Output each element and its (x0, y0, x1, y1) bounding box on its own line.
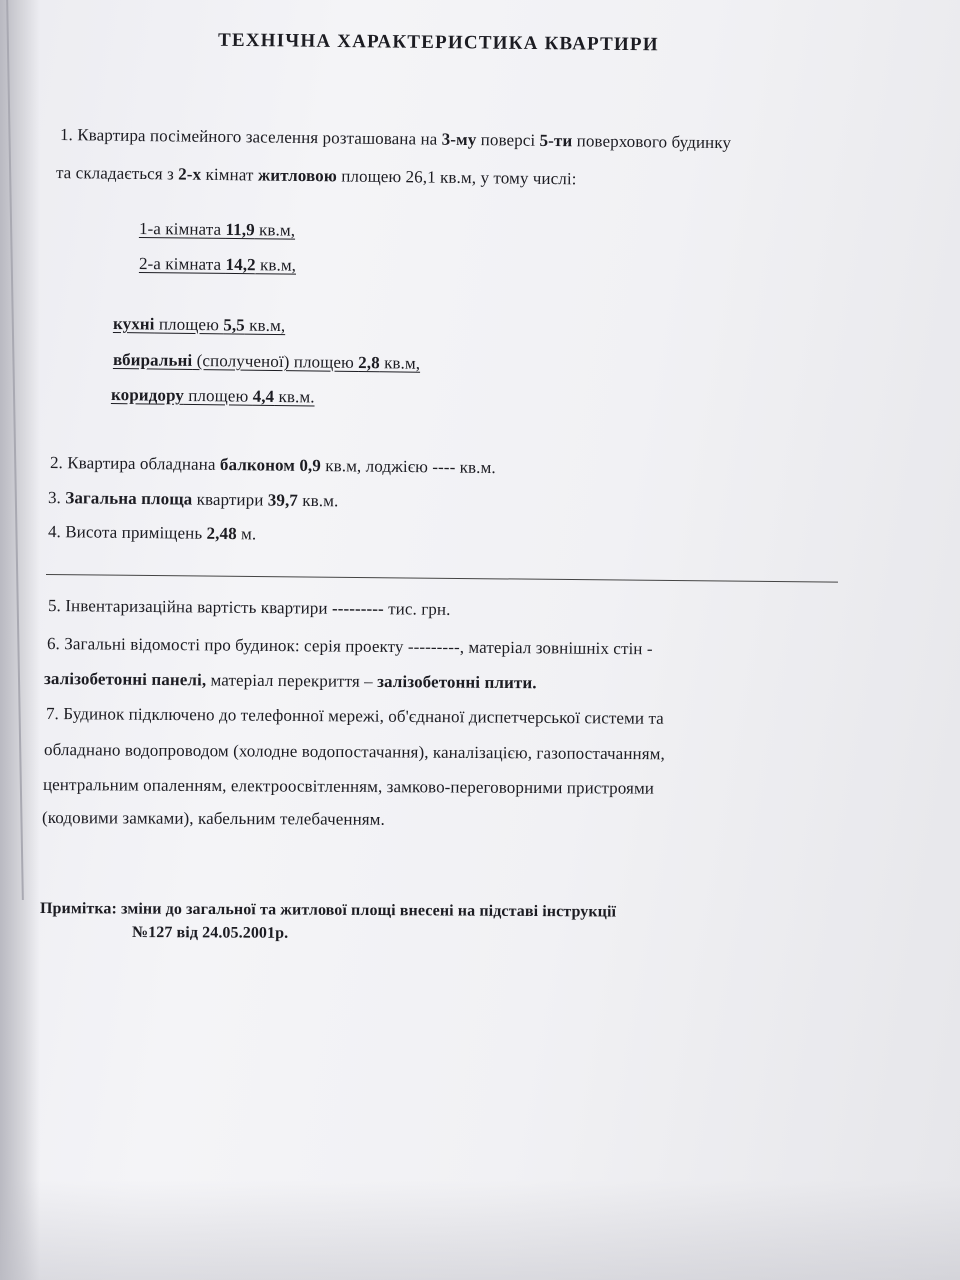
item-1-text-b: поверсі (476, 130, 540, 150)
item-1-line-1 (60, 125, 731, 153)
item-1-text-a: 1. Квартира посімейного заселення розташована на (59, 125, 442, 149)
bathroom-label: вбиральні (112, 350, 193, 370)
item-3-number: 3. (47, 488, 66, 508)
item-1-living-area: 26,1 (405, 167, 436, 187)
item-1-rooms: 2-х (178, 164, 202, 184)
item-1-line-2 (56, 163, 577, 189)
bathroom-area: 2,8 (358, 352, 380, 373)
item-5-text-a: 5. Інвентаризаційна вартість квартири (47, 596, 333, 618)
section-divider (46, 574, 838, 583)
item-3-unit: кв.м. (297, 490, 339, 511)
kitchen-label: кухні (112, 314, 155, 334)
page-bottom-shade (0, 1180, 960, 1280)
bathroom-line (113, 350, 420, 374)
bathroom-unit: кв.м, (379, 353, 421, 373)
corridor-mid: площею (183, 385, 253, 406)
item-6-line-2 (44, 669, 537, 693)
kitchen-line (113, 314, 285, 336)
item-1-text-g: кв.м, у тому числі: (435, 167, 577, 189)
corridor-label: коридору (110, 385, 185, 405)
item-4 (48, 522, 257, 544)
item-1-living-word: житловою (257, 165, 338, 186)
item-7-line-3: центральним опаленням, електроосвітленням, замково-переговорними пристроями (42, 775, 655, 798)
room-1-line (139, 219, 295, 241)
bathroom-mid: (сполученої) площею (192, 350, 359, 372)
item-6-line-1: 6. Загальні відомості про будинок: серія проекту ---------, матеріал зовнішніх стін - (46, 634, 653, 659)
item-1-floors-total: 5-ти (539, 130, 573, 151)
item-2-balcony: балконом (219, 454, 296, 475)
item-3-total-area: 39,7 (267, 490, 299, 510)
item-6-mid: матеріал перекриття – (206, 670, 378, 691)
kitchen-mid: площею (154, 314, 224, 335)
item-6-walls: залізобетонні панелі, (43, 669, 207, 690)
corridor-line (111, 385, 315, 407)
item-1-text-c: поверхового будинку (572, 131, 732, 153)
item-5-unit: тис. грн. (383, 599, 451, 619)
item-2 (50, 453, 496, 478)
item-7-line-2: обладнано водопроводом (холодне водопостачання), каналізацією, газопостачанням, (43, 740, 665, 764)
item-4-text-a: 4. Висота приміщень (47, 522, 207, 543)
note-line-1: Примітка: зміни до загальної та житлової площі внесені на підставі інструкції (39, 900, 617, 921)
item-5-value: --------- (331, 598, 384, 619)
corridor-area: 4,4 (252, 386, 275, 406)
room-1-area: 11,9 (225, 219, 255, 240)
room-2-area: 14,2 (225, 254, 256, 275)
item-1-text-f: площею (336, 166, 406, 187)
item-1-text-d: та складається з (55, 163, 179, 184)
corridor-unit: кв.м. (274, 386, 315, 407)
item-2-text-a: 2. Квартира обладнана (49, 453, 221, 474)
note-line-2: №127 від 24.05.2001р. (131, 924, 289, 942)
item-7-line-1: 7. Будинок підключено до телефонної мережі, об'єднаної диспетчерської системи та (45, 704, 664, 728)
item-1-floor: 3-му (441, 129, 477, 150)
item-4-unit: м. (236, 524, 257, 544)
item-5 (48, 596, 451, 620)
page-left-shadow (0, 0, 40, 1280)
room-2-label: 2-а кімната (138, 254, 226, 274)
item-6-ceiling: залізобетонні плити. (377, 671, 537, 693)
item-7-line-4: (кодовими замками), кабельним телебаченням. (41, 808, 385, 829)
kitchen-unit: кв.м, (244, 315, 286, 336)
room-2-line (139, 254, 296, 276)
item-3-text-b: квартири (192, 489, 268, 510)
page-title: ТЕХНІЧНА ХАРАКТЕРИСТИКА КВАРТИРИ (217, 29, 659, 56)
room-2-unit: кв.м, (255, 255, 297, 275)
item-2-text-c: кв.м, лоджією ---- кв.м. (320, 456, 496, 478)
item-1-text-e: кімнат (201, 164, 258, 185)
item-3-label: Загальна площа (65, 488, 193, 509)
kitchen-area: 5,5 (223, 315, 245, 335)
item-3 (48, 488, 339, 511)
item-4-height: 2,48 (206, 523, 237, 544)
room-1-unit: кв.м, (254, 220, 296, 240)
room-1-label: 1-а кімната (138, 219, 226, 239)
item-2-balcony-area: 0,9 (299, 455, 322, 476)
